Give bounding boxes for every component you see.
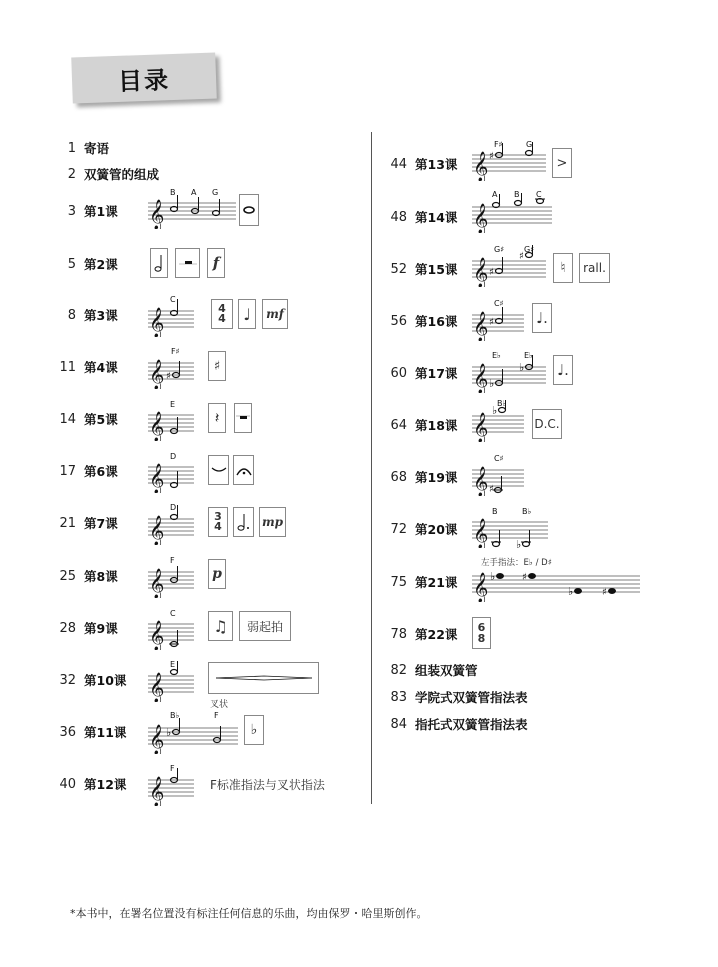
entry-label: 组装双簧管 xyxy=(415,663,478,678)
note-name: G xyxy=(526,140,533,149)
dotted-quarter-symbol: ♩. xyxy=(553,355,573,385)
half-rest-symbol xyxy=(175,248,200,278)
time-numerator: 3 xyxy=(214,510,222,523)
entry-label: 第17课 xyxy=(415,366,458,381)
svg-text:♯: ♯ xyxy=(519,251,524,262)
note-name: C♯ xyxy=(494,454,504,463)
note-name: D xyxy=(170,452,177,461)
svg-text:𝄞: 𝄞 xyxy=(149,673,165,702)
page-number: 36 xyxy=(59,725,76,740)
svg-text:𝄞: 𝄞 xyxy=(149,200,165,229)
page-number: 44 xyxy=(390,157,407,172)
note-name: B♭ xyxy=(522,507,532,516)
svg-text:𝄞: 𝄞 xyxy=(149,464,165,493)
svg-text:𝄞: 𝄞 xyxy=(473,573,489,602)
entry-label: 第9课 xyxy=(84,621,118,636)
note-name: D xyxy=(170,503,177,512)
time-denominator: 4 xyxy=(218,312,226,325)
flat-symbol: ♭ xyxy=(244,715,264,745)
entry-label: 第4课 xyxy=(84,360,118,375)
fermata-symbol xyxy=(233,455,254,485)
page-title: 目录 xyxy=(117,65,171,96)
mezzo-forte-symbol: mf xyxy=(262,299,288,329)
music-staff xyxy=(472,137,548,185)
whole-rest-symbol xyxy=(234,403,252,433)
entry-label: 第8课 xyxy=(84,569,118,584)
svg-text:♭: ♭ xyxy=(489,377,495,390)
music-staff xyxy=(148,397,196,445)
page-number: 78 xyxy=(390,627,407,642)
svg-text:𝄞: 𝄞 xyxy=(149,569,165,598)
entry-label: 第7课 xyxy=(84,516,118,531)
note-name: F xyxy=(170,764,175,773)
entry-label: 第5课 xyxy=(84,412,118,427)
page-number: 2 xyxy=(67,167,76,182)
time-denominator: 4 xyxy=(214,520,222,533)
entry-label: 第3课 xyxy=(84,308,118,323)
svg-text:♯: ♯ xyxy=(489,151,494,162)
entry-label: 学院式双簧管指法表 xyxy=(415,690,528,705)
page-number: 28 xyxy=(59,621,76,636)
svg-text:𝄞: 𝄞 xyxy=(149,360,165,389)
page-number: 17 xyxy=(59,464,76,479)
time-numerator: 6 xyxy=(477,621,486,634)
footnote: *本书中，在署名位置没有标注任何信息的乐曲，均由保罗・哈里斯创作。 xyxy=(70,907,428,920)
entry-label: 第15课 xyxy=(415,262,458,277)
svg-text:𝄞: 𝄞 xyxy=(473,364,489,393)
page-number: 52 xyxy=(390,262,407,277)
time-signature-4-4 xyxy=(211,299,233,329)
dotted-half-symbol xyxy=(233,507,254,537)
note-name: B xyxy=(514,190,520,199)
time-signature-6-8 xyxy=(472,617,491,649)
music-staff xyxy=(472,243,548,291)
music-staff xyxy=(472,558,642,606)
svg-text:𝄞: 𝄞 xyxy=(473,467,489,496)
note-name: F♯ xyxy=(494,140,503,149)
page-number: 32 xyxy=(59,673,76,688)
music-staff xyxy=(148,710,240,758)
note-name: B♭ xyxy=(170,711,180,720)
svg-text:𝄞: 𝄞 xyxy=(473,519,489,548)
note-name: A xyxy=(191,188,197,197)
music-staff xyxy=(148,606,196,654)
entry-label: 指托式双簧管指法表 xyxy=(415,717,528,732)
forte-symbol: f xyxy=(207,248,225,278)
page-number: 82 xyxy=(390,663,407,678)
svg-text:♭: ♭ xyxy=(490,570,496,583)
tie-symbol xyxy=(208,455,229,485)
note-name: B xyxy=(170,188,176,197)
dotted-quarter-symbol: ♩. xyxy=(532,303,552,333)
entry-label: 双簧管的组成 xyxy=(84,167,160,182)
music-staff xyxy=(472,349,548,397)
entry-label: 第10课 xyxy=(84,673,127,688)
entry-label: 寄语 xyxy=(84,141,110,156)
music-staff xyxy=(472,452,526,500)
note-name: C♯ xyxy=(494,299,504,308)
music-staff xyxy=(148,501,196,549)
svg-text:𝄞: 𝄞 xyxy=(149,725,165,754)
page-number: 84 xyxy=(390,717,407,732)
page-number: 83 xyxy=(390,690,407,705)
music-staff xyxy=(148,293,196,341)
svg-text:𝄞: 𝄞 xyxy=(473,413,489,442)
note-name: C xyxy=(536,190,542,199)
rall-box: rall. xyxy=(579,253,610,283)
page-number: 72 xyxy=(390,522,407,537)
sharp-symbol: ♯ xyxy=(208,351,226,381)
eighth-pair-symbol: ♫ xyxy=(208,611,233,641)
entry-label: 第16课 xyxy=(415,314,458,329)
entry-label: 第18课 xyxy=(415,418,458,433)
natural-symbol: ♮ xyxy=(553,253,573,283)
svg-text:𝄞: 𝄞 xyxy=(149,308,165,337)
svg-text:♭: ♭ xyxy=(516,538,522,548)
note-name: F xyxy=(214,711,219,720)
note-name: G♯ xyxy=(524,245,535,254)
piano-symbol: p xyxy=(208,559,226,589)
fingering-note: F标准指法与叉状指法 xyxy=(210,778,325,792)
column-divider xyxy=(371,132,372,804)
music-staff xyxy=(148,185,238,233)
mezzo-piano-symbol: mp xyxy=(259,507,286,537)
left-hand-fingering-annotation: 左手指法：E♭ / D♯ xyxy=(481,558,552,568)
music-staff xyxy=(148,554,196,602)
da-capo-box: D.C. xyxy=(532,409,562,439)
entry-label: 第12课 xyxy=(84,777,127,792)
entry-label: 第14课 xyxy=(415,210,458,225)
page-number: 48 xyxy=(390,210,407,225)
svg-text:♯: ♯ xyxy=(489,484,494,495)
half-note-symbol xyxy=(150,248,168,278)
time-signature-3-4 xyxy=(208,507,228,537)
svg-text:𝄞: 𝄞 xyxy=(149,412,165,441)
page-number: 75 xyxy=(390,575,407,590)
page-number: 11 xyxy=(59,360,76,375)
entry-label: 第21课 xyxy=(415,575,458,590)
page-number: 40 xyxy=(59,777,76,792)
anacrusis-box: 弱起拍 xyxy=(239,611,291,641)
page-number: 21 xyxy=(59,516,76,531)
svg-text:♭: ♭ xyxy=(492,404,498,417)
svg-text:♭: ♭ xyxy=(166,726,172,739)
note-name: C xyxy=(170,295,176,304)
page-number: 14 xyxy=(59,412,76,427)
svg-text:♯: ♯ xyxy=(522,572,527,583)
time-numerator: 4 xyxy=(218,302,226,315)
music-staff xyxy=(472,297,526,345)
music-staff xyxy=(148,762,196,810)
entry-label: 第13课 xyxy=(415,157,458,172)
page-number: 5 xyxy=(67,257,76,272)
whole-note-symbol xyxy=(239,194,259,226)
entry-label: 第2课 xyxy=(84,257,118,272)
page-number: 64 xyxy=(390,418,407,433)
svg-text:𝄞: 𝄞 xyxy=(149,621,165,650)
time-denominator: 8 xyxy=(477,632,486,645)
svg-text:𝄞: 𝄞 xyxy=(473,258,489,287)
svg-text:𝄞: 𝄞 xyxy=(149,777,165,806)
page-number: 56 xyxy=(390,314,407,329)
svg-text:♯: ♯ xyxy=(166,371,171,382)
page-number: 60 xyxy=(390,366,407,381)
svg-text:♭: ♭ xyxy=(519,361,525,374)
quarter-rest-symbol: 𝄽 xyxy=(208,403,226,433)
note-name: G♯ xyxy=(494,245,505,254)
page-number: 3 xyxy=(67,204,76,219)
note-name: F xyxy=(170,556,175,565)
svg-text:𝄞: 𝄞 xyxy=(473,312,489,341)
entry-label: 第22课 xyxy=(415,627,458,642)
hairpin-symbol xyxy=(208,662,319,694)
page-number: 68 xyxy=(390,470,407,485)
svg-text:♯: ♯ xyxy=(489,267,494,278)
music-staff xyxy=(472,189,554,237)
svg-text:♯: ♯ xyxy=(489,317,494,328)
page-number: 8 xyxy=(67,308,76,323)
music-staff xyxy=(472,398,526,446)
note-name: C xyxy=(170,609,176,618)
title-banner xyxy=(71,53,217,104)
note-name: F♯ xyxy=(171,347,180,356)
entry-label: 第6课 xyxy=(84,464,118,479)
fork-annotation: 叉状 xyxy=(210,700,229,710)
music-staff xyxy=(148,449,196,497)
page-number: 1 xyxy=(67,141,76,156)
entry-label: 第19课 xyxy=(415,470,458,485)
entry-label: 第1课 xyxy=(84,204,118,219)
page-number: 25 xyxy=(59,569,76,584)
accent-symbol: > xyxy=(552,148,572,178)
music-staff xyxy=(148,345,196,393)
entry-label: 第20课 xyxy=(415,522,458,537)
note-name: A xyxy=(492,190,498,199)
note-name: B xyxy=(492,507,498,516)
svg-text:♯: ♯ xyxy=(602,587,607,598)
quarter-note-symbol: ♩ xyxy=(238,299,256,329)
note-name: G xyxy=(212,188,219,197)
svg-text:𝄞: 𝄞 xyxy=(473,152,489,181)
svg-text:𝄞: 𝄞 xyxy=(149,516,165,545)
music-staff xyxy=(148,658,196,706)
note-name: B♭ xyxy=(497,399,507,408)
note-name: E♭ xyxy=(524,351,533,360)
svg-text:♭: ♭ xyxy=(568,585,574,598)
svg-text:𝄞: 𝄞 xyxy=(473,204,489,233)
music-staff xyxy=(472,504,550,552)
note-name: E xyxy=(170,400,176,409)
entry-label: 第11课 xyxy=(84,725,127,740)
note-name: E xyxy=(170,660,176,669)
note-name: E♭ xyxy=(492,351,501,360)
